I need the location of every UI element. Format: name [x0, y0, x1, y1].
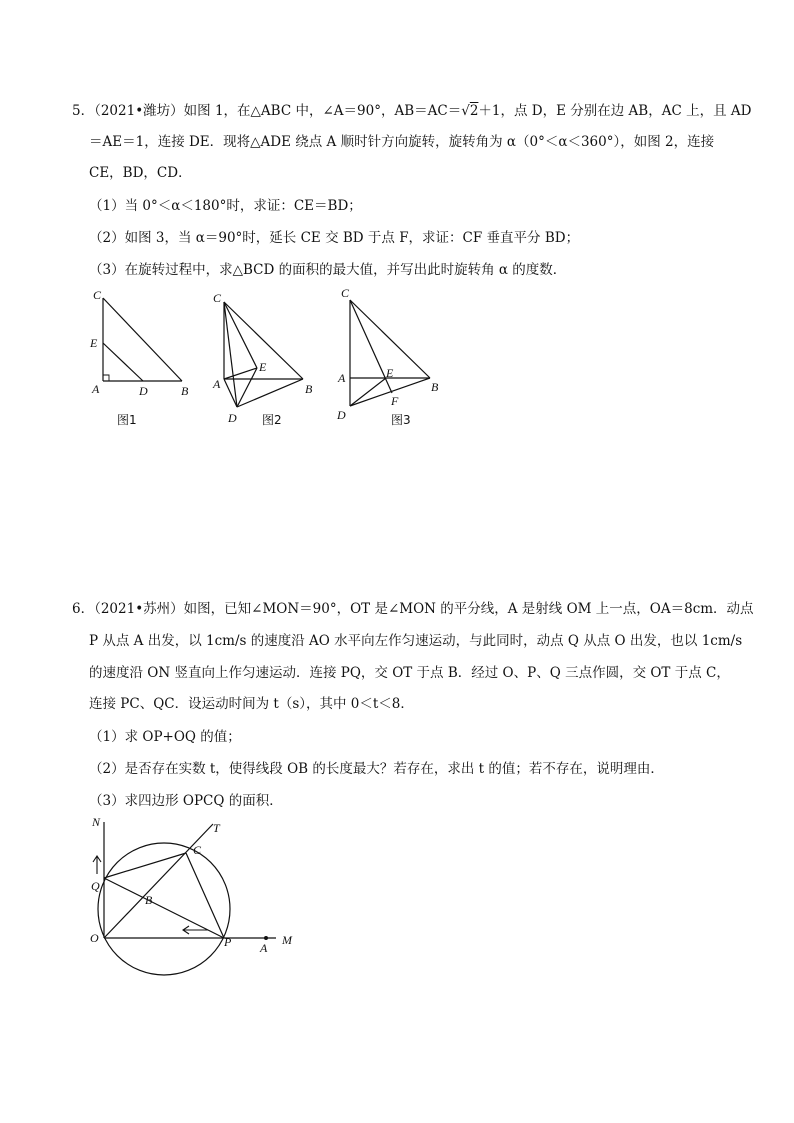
problem6-question1: （1）求 OP+OQ 的值； — [89, 729, 241, 745]
fig2-label-e: E — [259, 360, 267, 374]
problem6-line1: 6．（2021•苏州）如图，已知∠MON＝90°，OT 是∠MON 的平分线，A 是射线 OM 上一点，OA＝8cm．动点 — [72, 601, 754, 617]
segment-pc — [186, 853, 224, 938]
figure-2 — [224, 302, 303, 407]
fig3-caption: 图3 — [391, 413, 411, 427]
problem6-line4: 连接 PC、QC．设运动时间为 t（s），其中 0＜t＜8． — [89, 696, 414, 712]
fig3-label-e: E — [386, 366, 394, 380]
label-q: Q — [91, 879, 100, 893]
ray-ot — [104, 824, 213, 938]
problem6-line2: P 从点 A 出发，以 1cm/s 的速度沿 AO 水平向左作匀速运动，与此同时，动点 Q 从点 O 出发，也以 1cm/s — [89, 633, 743, 649]
fig1-label-b: B — [181, 384, 189, 398]
fig2-line-ce — [224, 302, 257, 368]
fig2-line-cd — [224, 302, 237, 407]
circle-opq — [98, 843, 230, 975]
fig1-line-cb — [103, 298, 182, 381]
problem5-line3: CE，BD，CD． — [89, 165, 192, 181]
fig3-label-c: C — [341, 286, 350, 300]
problem5-figures — [0, 280, 794, 460]
fig3-label-a: A — [338, 371, 346, 385]
fig2-label-a: A — [213, 377, 221, 391]
figure-1 — [103, 298, 182, 381]
fig2-caption: 图2 — [262, 413, 282, 427]
upward-arrow-icon — [93, 856, 101, 874]
problem5-question1: （1）当 0°＜α＜180°时，求证：CE＝BD； — [89, 198, 362, 214]
fig1-label-e: E — [90, 336, 98, 350]
fig3-line-db — [350, 378, 430, 406]
problem5-question2: （2）如图 3，当 α＝90°时，延长 CE 交 BD 于点 F，求证：CF 垂直平分 BD； — [89, 230, 580, 246]
label-c: C — [193, 843, 202, 857]
problem5-line1 — [72, 102, 751, 120]
problem6-line3: 的速度沿 ON 竖直向上作匀速运动．连接 PQ，交 OT 于点 B．经过 O、P、Q 三点作圆，交 OT 于点 C， — [89, 665, 730, 681]
label-a: A — [260, 941, 268, 955]
problem5-line1-part-b: ＋1，点 D，E 分别在边 AB，AC 上，且 AD — [478, 103, 752, 119]
fig1-label-d: D — [139, 384, 148, 398]
problem6-question3: （3）求四边形 OPCQ 的面积． — [89, 793, 283, 809]
problem5-question3: （3）在旋转过程中，求△BCD 的面积的最大值，并写出此时旋转角 α 的度数． — [89, 262, 567, 278]
fig2-label-b: B — [305, 382, 313, 396]
fig2-label-c: C — [213, 291, 222, 305]
leftward-arrow-icon — [183, 926, 208, 934]
label-o: O — [90, 931, 99, 945]
label-p: P — [224, 935, 232, 949]
fig3-label-f: F — [391, 394, 399, 408]
fig3-label-b: B — [431, 380, 439, 394]
sqrt-value: 2 — [469, 103, 479, 119]
problem6-question2: （2）是否存在实数 t，使得线段 OB 的长度最大？若存在，求出 t 的值；若不存在，说明理由． — [89, 761, 664, 777]
problem6-figure — [80, 812, 400, 1012]
label-b: B — [145, 893, 153, 907]
segment-pq — [104, 878, 224, 938]
fig2-line-db — [237, 379, 303, 407]
fig1-label-c: C — [93, 288, 102, 302]
figure-3 — [350, 300, 430, 406]
fig1-right-angle-mark — [103, 375, 109, 381]
point-a-dot — [264, 936, 268, 940]
fig2-label-d: D — [228, 411, 237, 425]
fig1-caption: 图1 — [117, 413, 137, 427]
problem5-line2: ＝AE＝1，连接 DE．现将△ADE 绕点 A 顺时针方向旋转，旋转角为 α（0°＜α＜360°），如图 2，连接 — [89, 134, 715, 150]
problem6-diagram — [98, 822, 276, 975]
problem5-line1-part-a: 5．（2021•潍坊）如图 1，在△ABC 中，∠A＝90°，AB＝AC＝ — [72, 103, 462, 119]
label-m: M — [282, 933, 292, 947]
fig3-label-d: D — [337, 408, 346, 422]
fig1-label-a: A — [92, 382, 100, 396]
fig3-line-de — [350, 378, 386, 406]
label-t: T — [213, 821, 220, 835]
sqrt-symbol: √ — [461, 103, 470, 119]
label-n: N — [92, 815, 101, 829]
